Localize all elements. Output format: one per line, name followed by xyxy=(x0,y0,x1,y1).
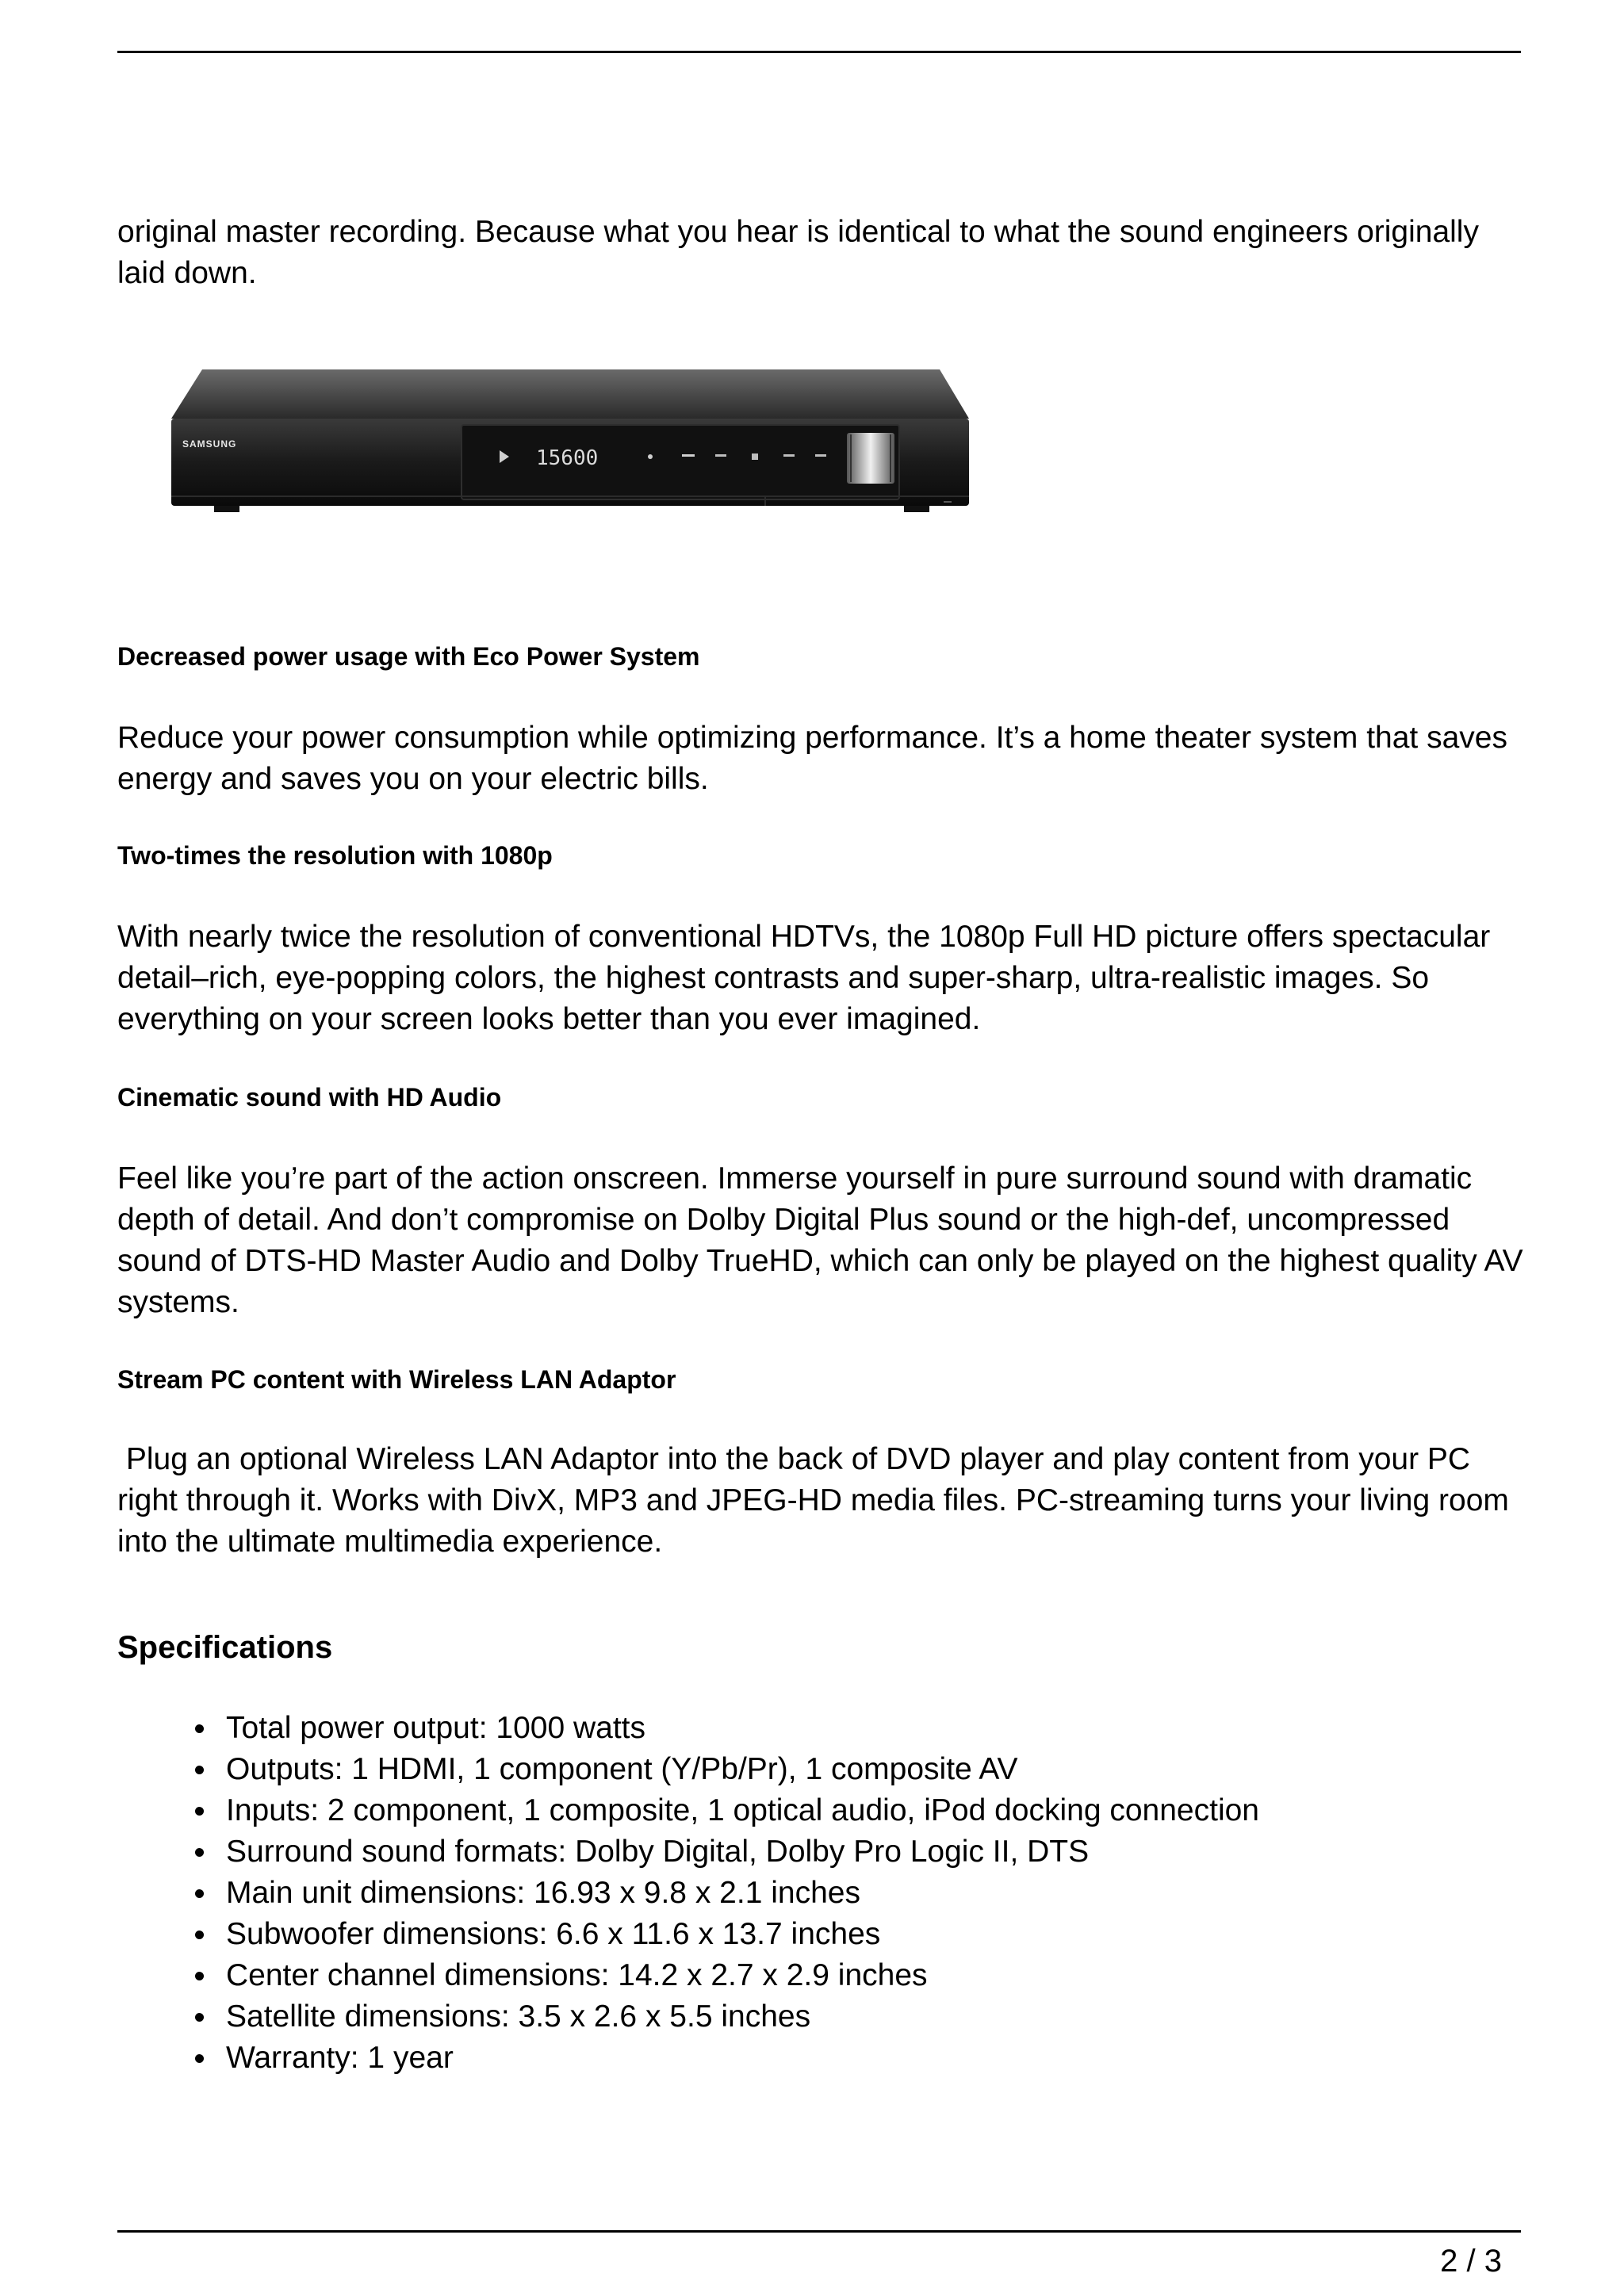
spec-item: Outputs: 1 HDMI, 1 component (Y/Pb/Pr), 1 composite AV xyxy=(117,1749,1513,1790)
display-readout: 15600 xyxy=(536,446,599,470)
section-body-1080p: With nearly twice the resolution of conventional HDTVs, the 1080p Full HD picture offers spectacular detail–rich, eye-popping colors, the highest contrasts and super-sharp, ultra-realistic images. So everything on your screen looks better than you ever imagined. xyxy=(117,920,1491,1036)
bullet-icon xyxy=(195,1931,204,1939)
bullet-icon xyxy=(195,1766,204,1774)
spec-item: Satellite dimensions: 3.5 x 2.6 x 5.5 inches xyxy=(117,1996,1513,2038)
product-image-dvd-player xyxy=(159,357,983,547)
bullet-icon xyxy=(195,2013,204,2022)
section-heading-1080p: Two-times the resolution with 1080p xyxy=(117,841,553,870)
bullet-icon xyxy=(195,1724,204,1733)
bullet-icon xyxy=(195,1807,204,1816)
bullet-icon xyxy=(195,1889,204,1898)
footer-rule xyxy=(117,2230,1521,2233)
bullet-icon xyxy=(195,1848,204,1857)
section-heading-hd-audio: Cinematic sound with HD Audio xyxy=(117,1083,502,1112)
spec-item: Total power output: 1000 watts xyxy=(117,1708,1513,1749)
brand-logo: SAMSUNG xyxy=(182,438,237,450)
section-heading-eco-power: Decreased power usage with Eco Power System xyxy=(117,642,700,671)
header-rule xyxy=(117,51,1521,53)
spec-item: Warranty: 1 year xyxy=(117,2038,1513,2079)
bullet-icon xyxy=(195,2054,204,2063)
section-body-eco-power: Reduce your power consumption while optimizing performance. It’s a home theater system that saves energy and saves you on your electric bills. xyxy=(117,721,1507,796)
spec-item: Inputs: 2 component, 1 composite, 1 optical audio, iPod docking connection xyxy=(117,1790,1513,1831)
bullet-icon xyxy=(195,1972,204,1980)
spec-item: Subwoofer dimensions: 6.6 x 11.6 x 13.7 inches xyxy=(117,1914,1513,1955)
specifications-heading: Specifications xyxy=(117,1630,333,1665)
intro-paragraph: original master recording. Because what you hear is identical to what the sound engineers originally laid down. xyxy=(117,215,1479,290)
section-body-hd-audio: Feel like you’re part of the action onscreen. Immerse yourself in pure surround sound with dramatic depth of detail. And don’t compromise on Dolby Digital Plus sound or the high-def, uncompressed sound of DTS-HD Master Audio and Dolby TrueHD, which can only be played on the highest quality AV systems. xyxy=(117,1161,1523,1319)
spec-item: Center channel dimensions: 14.2 x 2.7 x 2.9 inches xyxy=(117,1955,1513,1996)
spec-item: Surround sound formats: Dolby Digital, Dolby Pro Logic II, DTS xyxy=(117,1831,1513,1873)
section-heading-wireless-lan: Stream PC content with Wireless LAN Adaptor xyxy=(117,1365,676,1394)
specifications-list xyxy=(117,1708,1513,2079)
spec-item: Main unit dimensions: 16.93 x 9.8 x 2.1 inches xyxy=(117,1873,1513,1914)
section-body-wireless-lan: Plug an optional Wireless LAN Adaptor into the back of DVD player and play content from your PC right through it. Works with DivX, MP3 and JPEG-HD media files. PC-streaming turns your living room into the ultimate multimedia experience. xyxy=(117,1442,1518,1559)
page-number: 2 / 3 xyxy=(1440,2244,1502,2279)
